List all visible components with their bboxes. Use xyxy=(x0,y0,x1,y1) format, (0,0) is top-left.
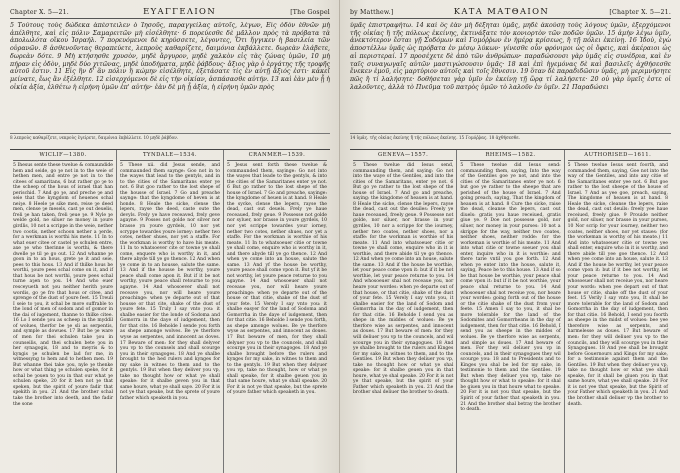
right-page xyxy=(340,0,680,473)
translation-column xyxy=(565,150,671,473)
translation-text: 5 These xii. did Jesus sende, and commaunded them saynge: Goo not in to the wayes that lead to the gentyls, and in to the cities of the Samaritans enter ye not. 6 But goo rather to the lost shepe of the housse of Israel. 7 Go and preache saynge: that the kyngdome of heven is at honde. 8 Heale the sicke, clense the lepers, rayse the deed, caste oute the devyls. Frely ye have receaved, frely geve agayne. 9 Posses not golde nor silver nor brasse yn youre gyrdels, 10 nor yet scryppe towardes youre iorney: nether two cotes, nether shues, nor yet a staffe. For the workman is worthy to have his meate. 11 In to whatsoever cite or towne ye shall come, enquere who is worthy in it, and there abyde till ye go thence. 12 And when ye come in to an housse, salute the same. 13 And if the housse be worthy, youre peace shall come apon it. But if it be not worthy, youre peace shall retourne to you agayne. 14 And whosoever shall not receave you, nor will heare youre preachinge: when ye departe out of that housse or that cite, shake of the dust of youre fete. 15 Truly I say vnto you: it shalbe easier for the londe of Sodoma and Gomorra in the daye of iudgement, then for that cite. 16 Beholde I sende you forth as shepe amonge wolves. Be ye therfore wyse as serpentes, and innocent as doves. 17 Beware of men: for they shall delyver you vp to the counsels and shall scourge you in their synagoges. 18 And ye shalbe brought to the hed rulers and kynges for my sake in witnes to them and to the gentyls. 19 But when they deliver you vp, take no thought how or what ye shall speake: for it shalbe geven you in that same houre, what ye shall saye. 20 For it is not ye that speake, but the sprete of youre father which speaketh in you. xyxy=(120,163,220,401)
greek-footnotes: 14 ὑμᾶς. τῆς οἰκίας ἐκείνης ἢ τῆς πόλεως ἐκείνης. 15 Γομόῤῥας. 18 ἀχθήσεσθε. xyxy=(350,133,671,146)
greek-text-block xyxy=(350,22,671,132)
translation-text: 5 These twelue Iesus sent foorth, and commanded them, saying, Goe not into the way of the Gentiles, and into any citie of the Samaritanes enter yee not. 6 But goe rather to the lost sheepe of the house of Israel. 7 And as yee goe, preach, saying, The kingdome of heauen is at hand. 8 Heale the sicke, cleanse the lepers, raise the dead, cast out deuils: freely yee haue receiued, freely giue. 9 Prouide neither gold, nor siluer, nor brasse in your purses, 10 Nor scrip for your iourney, neither two coates, neither shoes, nor yet staues: (for the workeman is worthy of his meate.) 11 And into whatsoeuer citie or towne yee shall enter, enquire who in it is worthy, and there abide till yee goe thence. 12 And when yee come into an house, salute it. 13 And if the house be worthy, let your peace come vpon it: but if it bee not worthy, let your peace returne to you. 14 And whosoeuer shall not receiue you, nor heare your words: when yee depart out of that house or citie, shake off the dust of your feet. 15 Verily I say vnto you, It shall be more tolerable for the land of Sodom and Gomorrha in the day of iudgement, then for that citie. 16 Behold, I send you foorth as sheepe in the midst of wolues: bee yee therefore wise as serpents, and harmelesse as doues. 17 But beware of men: for they will deliuer you vp to the councils, and they will scourge you in their Synagogues. 18 And yee shall be brought before Gouernours and Kings for my sake, for a testimonie against them and the Gentiles. 19 But when they deliuer you vp, take no thought how or what yee shall speake, for it shall be giuen you in that same houre, what yee shall speake. 20 For it is not yee that speake, but the Spirit of your Father which speaketh in you. 21 And the brother shall deliuer vp the brother to death. xyxy=(567,163,668,407)
translation-text: 5 Jesus sent forth these twelue & commaunded them, sayinge: Go not into the wayes that leade to the gentyls, & into the cities of the Samaritanes enter ye not. 6 But go rather to the lost shepe of the house of Israel. 7 Go and preache, sayinge: the kyngdome of heuen is at hand. 8 Heale the sycke, clense the lepers, rayse the dead, cast out deuels. Frely ye haue receaued, frely geue. 9 Possesse not golde nor syluer, nor brasse in youre gyrdels, 10 nor yet scrippe towardes your iorney, nether two cotes, nether shues, nor yet a staffe. For the workman is worthie of his meate. 11 In to whatsoeuer citie or towne ye shall come, enquire who is worthy in it, and there abyde till ye go thence. 12 And when ye come into an house, salute the same. 13 And yf the house be worthy, youre peace shall come vpon it. But yf it be not worthy, let youre peace returne to you agayne. 14 And whosoeuer shall not receaue you, nor will heare youre preachinge: when ye departe out of the house or that citie, shake of the dust of your fete. 15 Verely I say vnto you: it shalbe easyer for the land of Sodoma and Gomorrha in the daye of iudgement, then for that citie. 16 Beholde I sende you forth, as shepe amonge wolues. Be ye therfore wyse as serpentes, and innocent as doues. 17 But beware of men, for they shall delyuer you vp to the councels, and shall scourge you in their synagoges. 18 And ye shalbe brought before the rulers and kynges for my sake, in witnes to them and to the gentyls. 19 But when they delyuer you vp, take no thought, how or what ye shall speake, for it shalbe geuen you in that same houre, what ye shall speake. 20 For it is not ye that speake, but the sprete of youre father which speaketh in you. xyxy=(227,163,327,396)
greek-text: 5 Τούτους τοὺς δώδεκα ἀπέστειλεν ὁ Ἰησοῦς, παραγγείλας αὐτοῖς, λέγων, Εἰς ὁδὸν ἐθνῶν μὴ ἀπέλθητε, καὶ εἰς πόλιν Σαμαρειτῶν μὴ εἰσέλθητε· 6 πορεύεσθε δὲ μᾶλλον πρὸς τὰ πρόβατα τὰ ἀπολωλότα οἴκου Ἰσραήλ. 7 πορευόμενοι δὲ κηρύσσετε, λέγοντες, Ὅτι ἤγγικεν ἡ βασιλεία τῶν οὐρανῶν. 8 ἀσθενοῦντας θεραπεύετε, λεπροὺς καθαρίζετε, δαιμόνια ἐκβάλλετε. δωρεὰν ἐλάβετε, δωρεὰν δότε. 9 Μὴ κτήσησθε χρυσὸν, μηδὲ ἄργυρον, μηδὲ χαλκὸν εἰς τὰς ζώνας ὑμῶν, 10 μὴ πήραν εἰς ὁδὸν, μηδὲ δύο χιτῶνας, μηδὲ ὑποδήματα, μηδὲ ῥάβδους· ἄξιος γὰρ ὁ ἐργάτης τῆς τροφῆς αὐτοῦ ἐστιν. 11 Εἰς ἣν δ' ἂν πόλιν ἢ κώμην εἰσέλθητε, ἐξετάσατε τίς ἐν αὐτῇ ἄξιός ἐστι· κἀκεῖ μείνατε, ἕως ἂν ἐξέλθητε. 12 εἰσερχόμενοι δὲ εἰς τὴν οἰκίαν, ἀσπάσασθε αὐτήν. 13 καὶ ἐὰν μὲν ᾖ ἡ οἰκία ἀξία, ἐλθέτω ἡ εἰρήνη ὑμῶν ἐπ' αὐτήν· ἐὰν δὲ μὴ ᾖ ἀξία, ἡ εἰρήνη ὑμῶν πρὸς xyxy=(10,22,330,91)
translation-heading: AUTHORISED—1611. xyxy=(568,150,668,161)
translation-column xyxy=(10,150,117,473)
translation-text: 5 These twelue did Iesus send: commaunding them, saying, Into the way of the Gentiles goe ye not, and into the cities of the Samaritanes enter ye not: 6 but goe ye rather to the sheepe that are perished of the house of Israel. 7 And going preach, saying, That the kingdom of heauen is at hand. 8 Cure the sicke, raise the dead, cleanse the lepers, cast out diuels: gratis you haue receiued, gratis giue ye. 9 Doe not possesse gold, nor siluer, nor money in your purses: 10 not a skrippe for the way, neither two coates, neither shoes, neither rodde: for the workeman is worthie of his meate. 11 And into what citie or towne soeuer you shal enter, inquire who in it is worthie: and there tarie vntil you goe forth. 12 And when ye enter into the house, salute it, saying, Peace be to this house. 13 And if so be that house be worthie, your peace shal come vpon it: but if it be not worthie, your peace shal returne to you. 14 And whosoeuer shal not receiue you, nor heare your wordes: going forth out of the house or the citie shake of the dust from your feete. 15 Amen I say to you, it shal be more tolerable for the land of the Sodomites and Gomorrheans in the day of iudgement, then for that citie. 16 Behold, I send you as sheepe in the middes of wolues. Be ye therfore wise as serpents, and simple as doues. 17 And beware of men. For they wil deliuer you vp in councels, and in their synagogues they wil scourge you: 18 and to Presidents and to Kinges you shal be led for my sake, in testimonie to them and the Gentiles. 19 But when they deliuer you vp, take no thought how or what to speake: for it shal be giuen you in that houre what to speake. 20 For it is not you that speake, but the Spirit of your father that speaketh in you. 21 And the brother shal betray the brother to death. xyxy=(460,163,561,413)
translation-column xyxy=(117,150,224,473)
greek-running-title: ΚΑΤΑ ΜΑΤΘΑΙΟΝ xyxy=(453,6,550,16)
translation-heading: TYNDALE—1534. xyxy=(120,150,220,161)
chapter-reference: [Chapter X. 5—21. xyxy=(609,9,671,16)
translation-heading: CRANMER—1539. xyxy=(227,150,327,161)
greek-running-title: ΕΥΑΓΓΕΛΙΟΝ xyxy=(143,6,217,16)
translation-heading: RHEIMS—1582. xyxy=(460,150,560,161)
page-header xyxy=(350,6,671,19)
chapter-reference: Chapter X. 5—21. xyxy=(10,9,69,16)
translation-heading: WICLIF—1380. xyxy=(13,150,113,161)
translation-heading: GENEVA—1557. xyxy=(353,150,453,161)
book-reference: [The Gospel xyxy=(290,9,330,16)
greek-footnotes: 8 λεπροὺς καθαρίζετε, νεκροὺς ἐγείρετε, δαιμόνια ἐκβάλλετε. 10 μηδὲ ῥάβδον. xyxy=(10,133,330,146)
english-translations xyxy=(10,149,330,473)
translation-column xyxy=(457,150,564,473)
translation-text: 5 Ihesus sente these twelue & comaundide hem and seide, go ȝe not in to the weie of hethen men, and entre ȝe not in to the citees of samaritans, 6 but rather go ȝe to the scheep of the hous of israel that han perischid. 7 And go ȝe, and preche ȝe and seie that the kyngdom of heuenes schal neiȝe. 8 Heele ȝe sike men, reise ȝe deed men, clense ȝe mesels, cast ȝe out deuelis, freli ȝe han taken, freli ȝeue ȝe. 9 Nyle ȝe welde gold, ne siluer ne money in ȝoure girdlis, 10 not a scrippe in the weie, nether two cootis, nether schoon nether a ȝerde, for a werkman is worthi his mete. 11 In to what euer citee or castel ȝe schulen entre, axe ȝe who therinne is worthi, & there dwelle ȝe til ȝe go out. 12 And whanne ȝe goon in to an hous, grete ȝe it and seie, pees to this hous. 13 And if thilke hous be worthi, ȝoure pees schal come on it, and if that hous be not worthi, ȝoure pees schal turne aȝen to ȝou. 14 And who euer resceyueth not ȝou neither herith ȝoure wordis, go ȝe fro that hous or citee, and sprenge of the dust of ȝoure feet. 15 Treuli I seie to ȝou, it schal be more suffrable to the lond of men of sodom and of gomor in the dai of iugement, thanne to thilke citee. 16 Lo I sende ȝou as scheep in the myddil of wolues, therfor be ȝe sli as serpentis, and symple as dowues. 17 But be ȝe ware of men for thei schulen take ȝou in counseilis, and thei schulen bete ȝou in her synagogis, 18 and to meyris & to kyngis ȝe schulen be lad for me, in witnessyng to hem and to hethen men. 19 But whanne thei take ȝou, nyle ȝe thenke how or what thing ȝe schulen speke, for it schal be ȝouen to ȝou in that our what ȝe schulen speke, 20 for it ben not ȝe that speken, but the spirit of ȝoure fadir that spekith in ȝou. 21 And the brother schal take the brother into deeth, and the fadir the sone xyxy=(13,163,113,407)
translation-column xyxy=(224,150,330,473)
page-header xyxy=(10,6,330,19)
translation-column xyxy=(350,150,457,473)
greek-text: ὑμᾶς ἐπιστραφήτω. 14 καὶ ὃς ἐὰν μὴ δέξηται ὑμᾶς, μηδὲ ἀκούσῃ τοὺς λόγους ὑμῶν, ἐξερχόμενοι τῆς οἰκίας ἢ τῆς πόλεως ἐκείνης, ἐκτινάξατε τὸν κονιορτὸν τῶν ποδῶν ὑμῶν. 15 ἀμὴν λέγω ὑμῖν, ἀνεκτότερον ἔσται γῇ Σοδόμων καὶ Γομόῤῥων ἐν ἡμέρᾳ κρίσεως, ἢ τῇ πόλει ἐκείνῃ. 16 Ἰδοὺ, ἐγὼ ἀποστέλλω ὑμᾶς ὡς πρόβατα ἐν μέσῳ λύκων· γίνεσθε οὖν φρόνιμοι ὡς οἱ ὄφεις, καὶ ἀκέραιοι ὡς αἱ περιστεραί. 17 προσέχετε δὲ ἀπὸ τῶν ἀνθρώπων· παραδώσουσι γὰρ ὑμᾶς εἰς συνέδρια, καὶ ἐν ταῖς συναγωγαῖς αὐτῶν μαστιγώσουσιν ὑμᾶς· 18 καὶ ἐπὶ ἡγεμόνας δὲ καὶ βασιλεῖς ἀχθήσεσθε ἕνεκεν ἐμοῦ, εἰς μαρτύριον αὐτοῖς καὶ τοῖς ἔθνεσιν. 19 ὅταν δὲ παραδιδῶσιν ὑμᾶς, μὴ μεριμνήσητε πῶς ἢ τί λαλήσητε· δοθήσεται γὰρ ὑμῖν ἐν ἐκείνῃ τῇ ὥρᾳ τί λαλήσετε· 20 οὐ γὰρ ὑμεῖς ἐστε οἱ λαλοῦντες, ἀλλὰ τὸ Πνεῦμα τοῦ πατρὸς ὑμῶν τὸ λαλοῦν ἐν ὑμῖν. 21 Παραδώσει xyxy=(350,22,671,91)
english-translations xyxy=(350,149,671,473)
translation-text: 5 These twelue did Iesus send, commaunding them, and saying: Go not into the waye of the Gentiles, and into the cities of the Samaritans, enter ye not. 6 But go ye rather to the lost shepe of the house of Israel. 7 And go and preache, saying: the kingdome of heauen is at hand. 8 Heale the sicke, clense the lepers, rayse the dead, cast out the deuiles: Freely ye haue receaued, freely geue. 9 Possesse not golde, nor siluer, nor brasse in your gyrdles, 10 nor a scrippe for the iourney, nether two coates, nether shoes, nor a staffe: for the workman is worthie of his meate. 11 And into whatsoeuer citie or towne ye shall come, enquire who in it is worthie, and there abide til ye go thence. 12 And when ye come into an house, salute the same. 13 And if the house be worthie, let your peace come vpon it: but if it be not worthie, let your peace returne to you. 14 And whosoeuer shal not receaue you, nor heare your wordes: when ye departe out of that house, or that citie, shake of the dust of your fete. 15 Verely I say vnto you, it shalbe easier for the land of Sodom and Gomorrha in the day of iudgement, then for that citie. 16 Beholde I send you as shepe in the middes of wolues: Be ye therfore wise as serpentes, and innocent as doues. 17 But beware of men: for they will deliuer you vp to the councels, and wil scourge you in their synagogues. 18 And ye shalbe brought to the rulers and Kinges for my sake, in witnes to them, and to the Gentiles. 19 But when they deliuer you vp, take no thought how or what ye shal speake: for it shalbe geuen you in that houre, what ye shal speake. 20 For it is not ye that speake, but the spirit of your Father which speaketh in you. 21 And the brother shal deliuer the brother to death. xyxy=(353,163,454,396)
book-reference: by Matthew.] xyxy=(350,9,394,16)
greek-text-block xyxy=(10,22,330,132)
